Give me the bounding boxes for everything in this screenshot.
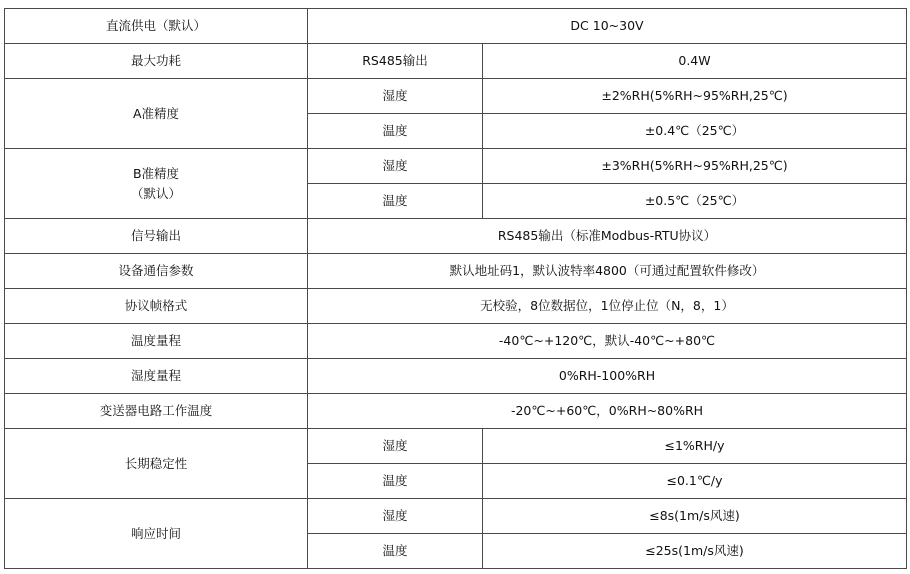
- row-comm-params: [5, 254, 907, 289]
- label-comm-params: 设备通信参数: [5, 254, 308, 289]
- label-a-accuracy: A准精度: [5, 79, 308, 149]
- value-response-humidity: ≤8s(1m/s风速): [483, 499, 907, 534]
- value-protocol-frame: 无校验，8位数据位，1位停止位（N，8，1）: [308, 289, 907, 324]
- row-stability-humidity: [5, 429, 907, 464]
- row-response-humidity: [5, 499, 907, 534]
- label-humidity-range: 湿度量程: [5, 359, 308, 394]
- value-comm-params: 默认地址码1，默认波特率4800（可通过配置软件修改）: [308, 254, 907, 289]
- label-long-term-stability: 长期稳定性: [5, 429, 308, 499]
- value-stability-temperature: ≤0.1℃/y: [483, 464, 907, 499]
- sub-stability-humidity: 湿度: [308, 429, 483, 464]
- row-protocol-frame: [5, 289, 907, 324]
- label-power-supply: 直流供电（默认）: [5, 9, 308, 44]
- label-operating-env: 变送器电路工作温度: [5, 394, 308, 429]
- row-a-accuracy-humidity: [5, 79, 907, 114]
- value-temp-range: -40℃~+120℃，默认-40℃~+80℃: [308, 324, 907, 359]
- value-b-accuracy-humidity: ±3%RH(5%RH~95%RH,25℃): [483, 149, 907, 184]
- sub-stability-temperature: 温度: [308, 464, 483, 499]
- label-max-power: 最大功耗: [5, 44, 308, 79]
- sub-a-accuracy-humidity: 湿度: [308, 79, 483, 114]
- label-response-time: 响应时间: [5, 499, 308, 569]
- row-temp-range: [5, 324, 907, 359]
- sub-b-accuracy-temperature: 温度: [308, 184, 483, 219]
- value-a-accuracy-humidity: ±2%RH(5%RH~95%RH,25℃): [483, 79, 907, 114]
- label-b-accuracy: B准精度: [132, 165, 180, 181]
- row-power-supply: [5, 9, 907, 44]
- value-operating-env: -20℃~+60℃，0%RH~80%RH: [308, 394, 907, 429]
- value-humidity-range: 0%RH-100%RH: [308, 359, 907, 394]
- value-a-accuracy-temperature: ±0.4℃（25℃）: [483, 114, 907, 149]
- value-max-power: 0.4W: [483, 44, 907, 79]
- label-signal-output: 信号输出: [5, 219, 308, 254]
- row-b-accuracy-humidity: [5, 149, 907, 184]
- sub-response-humidity: 湿度: [308, 499, 483, 534]
- sub-a-accuracy-temperature: 温度: [308, 114, 483, 149]
- label-b-accuracy-note: （默认）: [130, 185, 181, 201]
- label-protocol-frame: 协议帧格式: [5, 289, 308, 324]
- label-b-accuracy-cell: [5, 149, 308, 219]
- sub-response-temperature: 温度: [308, 534, 483, 569]
- sub-max-power: RS485输出: [308, 44, 483, 79]
- value-signal-output: RS485输出（标准Modbus-RTU协议）: [308, 219, 907, 254]
- value-response-temperature: ≤25s(1m/s风速): [483, 534, 907, 569]
- value-power-supply: DC 10~30V: [308, 9, 907, 44]
- row-signal-output: [5, 219, 907, 254]
- row-max-power: [5, 44, 907, 79]
- label-temp-range: 温度量程: [5, 324, 308, 359]
- row-operating-env: [5, 394, 907, 429]
- spec-table: [4, 8, 907, 569]
- row-humidity-range: [5, 359, 907, 394]
- sub-b-accuracy-humidity: 湿度: [308, 149, 483, 184]
- value-b-accuracy-temperature: ±0.5℃（25℃）: [483, 184, 907, 219]
- value-stability-humidity: ≤1%RH/y: [483, 429, 907, 464]
